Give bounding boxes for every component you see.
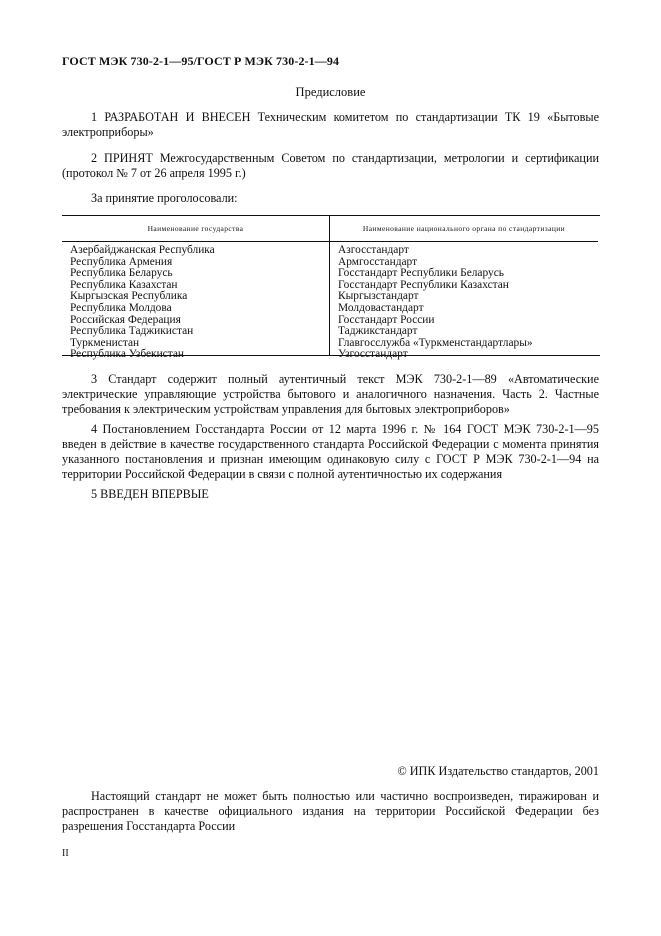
paragraph-enacted: 4 Постановлением Госстандарта России от 12 марта 1996 г. № 164 ГОСТ МЭК 730-2-1—95 введен в действие в качестве государственного стандарта Российской Федерации с момента принятия указанного постановления и признан имеющим одинаковую силу с ГОСТ Р МЭК 730-2-1—94 на территории Российской Федерации в связи с полной аутентичностью их содержания	[62, 422, 599, 481]
table-cell-state: Республика Молдова	[70, 301, 172, 314]
table-cell-state: Республика Армения	[70, 255, 173, 268]
paragraph-developed: 1 РАЗРАБОТАН И ВНЕСЕН Техническим комитетом по стандартизации ТК 19 «Бытовые электроприборы»	[62, 110, 599, 139]
table-header-body: Наименование национального органа по стандартизации	[362, 224, 566, 233]
table-cell-body: Молдовастандарт	[338, 301, 424, 314]
table-cell-body: Госстандарт Республики Казахстан	[338, 278, 509, 291]
page-title: Предисловие	[295, 85, 366, 99]
table-cell-body: Госстандарт России	[338, 313, 435, 326]
paragraph-voted: За принятие проголосовали:	[91, 191, 238, 205]
table-cell-state: Российская Федерация	[70, 313, 181, 326]
page-number: II	[62, 848, 69, 859]
paragraph-adopted: 2 ПРИНЯТ Межгосударственным Советом по стандартизации, метрологии и сертификации (протокол № 7 от 26 апреля 1995 г.)	[62, 151, 599, 180]
table-cell-body: Кыргызстандарт	[338, 290, 419, 303]
table-cell-body: Узгосстандарт	[338, 348, 408, 361]
document-header: ГОСТ МЭК 730-2-1—95/ГОСТ Р МЭК 730-2-1—94	[62, 54, 340, 68]
reproduction-notice: Настоящий стандарт не может быть полностью или частично воспроизведен, тиражирован и распространен в качестве официального издания на территории Российской Федерации без разрешения Госстандарта России	[62, 789, 599, 833]
table-cell-body: Армгосстандарт	[338, 255, 418, 268]
paragraph-contains: 3 Стандарт содержит полный аутентичный текст МЭК 730-2-1—89 «Автоматические электрические управляющие устройства бытового и аналогичного назначения. Часть 2. Частные требования к электрическим устройствам управления для бытовых электроприборов»	[62, 372, 599, 416]
table-cell-state: Республика Казахстан	[70, 278, 178, 291]
table-cell-body: Азгосстандарт	[338, 244, 409, 256]
table-column-divider	[329, 216, 330, 355]
copyright-notice: © ИПК Издательство стандартов, 2001	[397, 764, 599, 778]
table-cell-state: Республика Узбекистан	[70, 348, 184, 361]
table-cell-body: Таджикстандарт	[338, 325, 418, 338]
table-column-states	[70, 245, 215, 361]
table-column-bodies	[338, 245, 533, 361]
table-cell-body: Главгосслужба «Туркменстандартлары»	[338, 336, 533, 349]
table-header-state: Наименование государства	[147, 224, 244, 233]
table-cell-state: Республика Таджикистан	[70, 325, 194, 338]
table-cell-body: Госстандарт Республики Беларусь	[338, 267, 504, 280]
table-cell-state: Кыргызская Республика	[70, 290, 188, 303]
paragraph-introduced: 5 ВВЕДЕН ВПЕРВЫЕ	[91, 487, 209, 501]
voting-table	[62, 215, 600, 361]
table-header-row	[62, 216, 598, 242]
table-cell-state: Республика Беларусь	[70, 267, 173, 280]
table-cell-state: Азербайджанская Республика	[70, 244, 215, 256]
table-cell-state: Туркменистан	[70, 336, 140, 349]
